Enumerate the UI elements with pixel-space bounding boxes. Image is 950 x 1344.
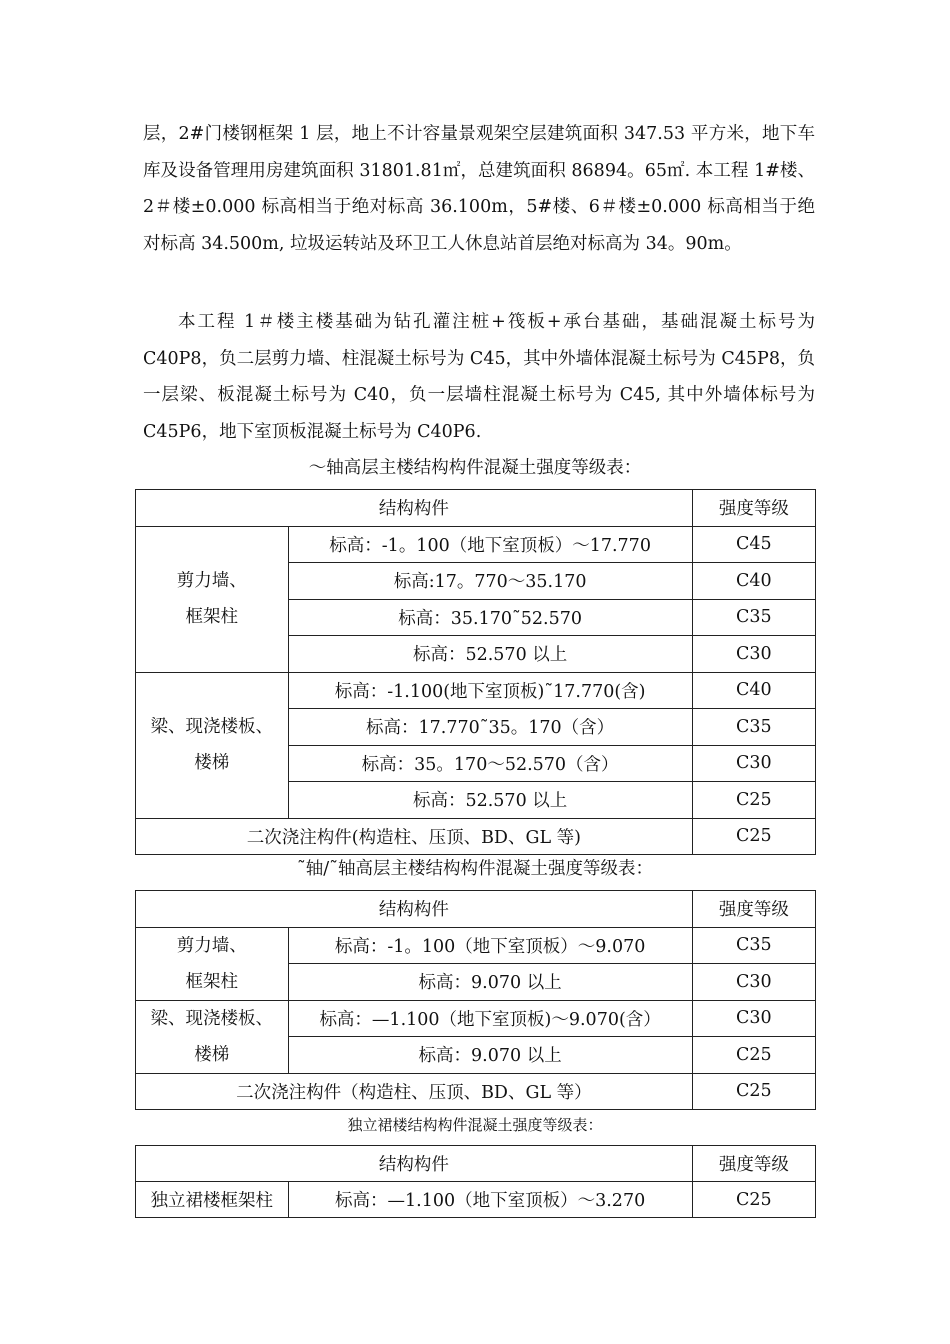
table1-caption: ～轴高层主楼结构构件混凝土强度等级表：: [308, 458, 642, 478]
grade-cell: C25: [692, 1073, 815, 1110]
header-member: 结构构件: [136, 490, 693, 527]
header-grade: 强度等级: [692, 891, 815, 928]
group-beam-slab: [136, 672, 289, 818]
elevation-cell: 标高：-1。100（地下室顶板）～9.070: [288, 927, 692, 964]
group-label-line2: 框架柱: [185, 971, 238, 992]
elevation-cell: 标高：52.570 以上: [288, 636, 692, 673]
table-row: [136, 1073, 816, 1110]
grade-cell: C40: [692, 563, 815, 600]
table-row: [136, 526, 816, 563]
table3-concrete-grades: [135, 1145, 816, 1218]
group-label-line2: 楼梯: [194, 1044, 230, 1065]
table-row: [136, 672, 816, 709]
group-label-line2: 楼梯: [194, 753, 230, 773]
group-label-line2: 框架柱: [185, 607, 238, 627]
table2-caption: ˜轴/˜轴高层主楼结构构件混凝土强度等级表：: [297, 859, 653, 879]
table-row: [136, 891, 816, 928]
grade-cell: C40: [692, 672, 815, 709]
group-label-line1: 剪力墙、: [176, 571, 247, 591]
secondary-pour-cell: 二次浇注构件（构造柱、压顶、BD、GL 等）: [136, 1073, 693, 1110]
elevation-cell: 标高：9.070 以上: [288, 964, 692, 1001]
table3-caption: 独立裙楼结构构件混凝土强度等级表：: [347, 1116, 603, 1134]
grade-cell: C45: [692, 526, 815, 563]
elevation-cell: 标高：9.070 以上: [288, 1037, 692, 1074]
group-shear-wall: [136, 526, 289, 672]
grade-cell: C25: [692, 1182, 815, 1218]
header-grade: 强度等级: [692, 1146, 815, 1182]
table-row: [136, 1146, 816, 1182]
elevation-cell: 标高：—1.100（地下室顶板）～3.270: [288, 1182, 692, 1218]
header-member: 结构构件: [136, 891, 693, 928]
grade-cell: C25: [692, 782, 815, 819]
grade-cell: C30: [692, 636, 815, 673]
table-row: [136, 1182, 816, 1218]
grade-cell: C30: [692, 745, 815, 782]
elevation-cell: 标高：35.170˜52.570: [288, 599, 692, 636]
elevation-cell: 标高：17.770˜35。170（含）: [288, 709, 692, 746]
elevation-cell: 标高：35。170～52.570（含）: [288, 745, 692, 782]
group-label-line1: 剪力墙、: [176, 935, 247, 956]
group-label-line1: 梁、现浇楼板、: [150, 1008, 273, 1029]
group-shear-wall: [136, 927, 289, 1000]
group-label-line1: 梁、现浇楼板、: [150, 717, 273, 737]
grade-cell: C35: [692, 599, 815, 636]
elevation-cell: 标高：-1.100(地下室顶板)˜17.770(含): [288, 672, 692, 709]
grade-cell: C35: [692, 927, 815, 964]
header-grade: 强度等级: [692, 490, 815, 527]
grade-cell: C35: [692, 709, 815, 746]
grade-cell: C30: [692, 964, 815, 1001]
paragraph-project-overview: 层，2#门楼钢框架 1 层，地上不计容量景观架空层建筑面积 347.53 平方米，地下车库及设备管理用房建筑面积 31801.81㎡，总建筑面积 86894。65㎡. 本工程 1#楼、2＃楼±0.000 标高相当于绝对标高 36.100m，5#楼、6＃楼±0.000 标高相当于绝对标高 34.500m, 垃圾运转站及环卫工人休息站首层绝对标高为 34。90m。: [143, 124, 815, 254]
table-row: [136, 927, 816, 964]
table-row: [136, 490, 816, 527]
elevation-cell: 标高：-1。100（地下室顶板）～17.770: [288, 526, 692, 563]
grade-cell: C25: [692, 1037, 815, 1074]
header-member: 结构构件: [136, 1146, 693, 1182]
paragraph-foundation: 本工程 1＃楼主楼基础为钻孔灌注桩+筏板+承台基础，基础混凝土标号为 C40P8，负二层剪力墙、柱混凝土标号为 C45，其中外墙体混凝土标号为 C45P8，负一层梁、板混凝土标号为 C40，负一层墙柱混凝土标号为 C45, 其中外墙体标号为 C45P6，地下室顶板混凝土标号为 C40P6.: [143, 312, 815, 442]
grade-cell: C25: [692, 818, 815, 855]
elevation-cell: 标高：—1.100（地下室顶板)～9.070(含）: [288, 1000, 692, 1037]
table1-concrete-grades: [135, 489, 816, 855]
table-row: [136, 818, 816, 855]
elevation-cell: 标高：52.570 以上: [288, 782, 692, 819]
elevation-cell: 标高:17。770～35.170: [288, 563, 692, 600]
group-beam-slab: [136, 1000, 289, 1073]
table-row: [136, 1000, 816, 1037]
member-cell: 独立裙楼框架柱: [136, 1182, 289, 1218]
secondary-pour-cell: 二次浇注构件(构造柱、压顶、BD、GL 等): [136, 818, 693, 855]
grade-cell: C30: [692, 1000, 815, 1037]
table2-concrete-grades: [135, 890, 816, 1110]
